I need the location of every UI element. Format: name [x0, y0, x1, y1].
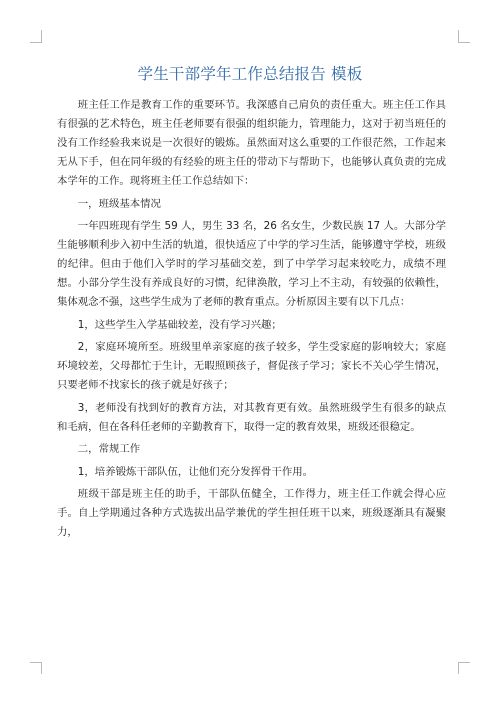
crop-mark-bottom-left-v	[41, 662, 42, 674]
crop-mark-bottom-right-v	[458, 662, 459, 674]
document-body	[57, 96, 446, 546]
paragraph-class-cadres: 班级干部是班主任的助手，干部队伍健全，工作得力，班主任工作就会得心应手。自上学期通过各种方式选拔出品学兼优的学生担任班干以来，班级逐渐具有凝聚力，	[57, 488, 446, 538]
crop-mark-bottom-right-h	[458, 662, 470, 663]
paragraph-intro: 班主任工作是教育工作的重要环节。我深感自己肩负的责任重大。班主任工作具有很强的艺术特色，班主任老师要有很强的组织能力，管理能力，这对于初当班任的没有工作经验我来说是一次很好的锻炼。虽然面对这么重要的工作很茫然，工作起来无从下手，但在同年级的有经验的班主任的带动下与帮助下，也能够认真负责的完成本学年的工作。现将班主任工作总结如下：	[57, 99, 446, 187]
document-title: 学生干部学年工作总结报告 模板	[137, 65, 363, 83]
crop-mark-top-right-v	[458, 30, 459, 42]
list-item-reason-1: 1，这些学生入学基础较差，没有学习兴趣；	[77, 318, 282, 331]
section-heading-class-overview: 一，班级基本情况	[77, 197, 161, 210]
crop-mark-top-left-h	[30, 42, 42, 43]
list-item-routine-1: 1，培养锻炼干部队伍，让他们充分发挥骨干作用。	[77, 465, 313, 478]
crop-mark-top-right-h	[458, 42, 470, 43]
paragraph-class-overview: 一年四班现有学生 59 人，男生 33 名，26 名女生，少数民族 17 人。大部分学生能够顺利步入初中生活的轨道，很快适应了中学的学习生活，能够遵守学校，班级的纪律。但由于他们入学时的学习基础交差，到了中学学习起来较吃力，成绩不理想。小部分学生没有养成良好的习惯，纪律涣散，学习上不主动，有较强的依赖性，集体观念不强，这些学生成为了老师的教育重点。分析原因主要有以下几点：	[57, 220, 446, 308]
crop-mark-top-left-v	[41, 30, 42, 42]
list-item-reason-3: 3，老师没有找到好的教育方法，对其教育更有效。虽然班级学生有很多的缺点和毛病，但在各科任老师的辛勤教育下，取得一定的教育效果，班级还很稳定。	[57, 401, 446, 433]
list-item-reason-2: 2，家庭环境所至。班级里单亲家庭的孩子较多，学生受家庭的影响较大；家庭环境较差，父母都忙于生计，无暇照顾孩子，督促孩子学习；家长不关心学生情况，只要老师不找家长的孩子就是好孩子；	[57, 341, 446, 391]
section-heading-routine-work: 二，常规工作	[77, 443, 141, 455]
